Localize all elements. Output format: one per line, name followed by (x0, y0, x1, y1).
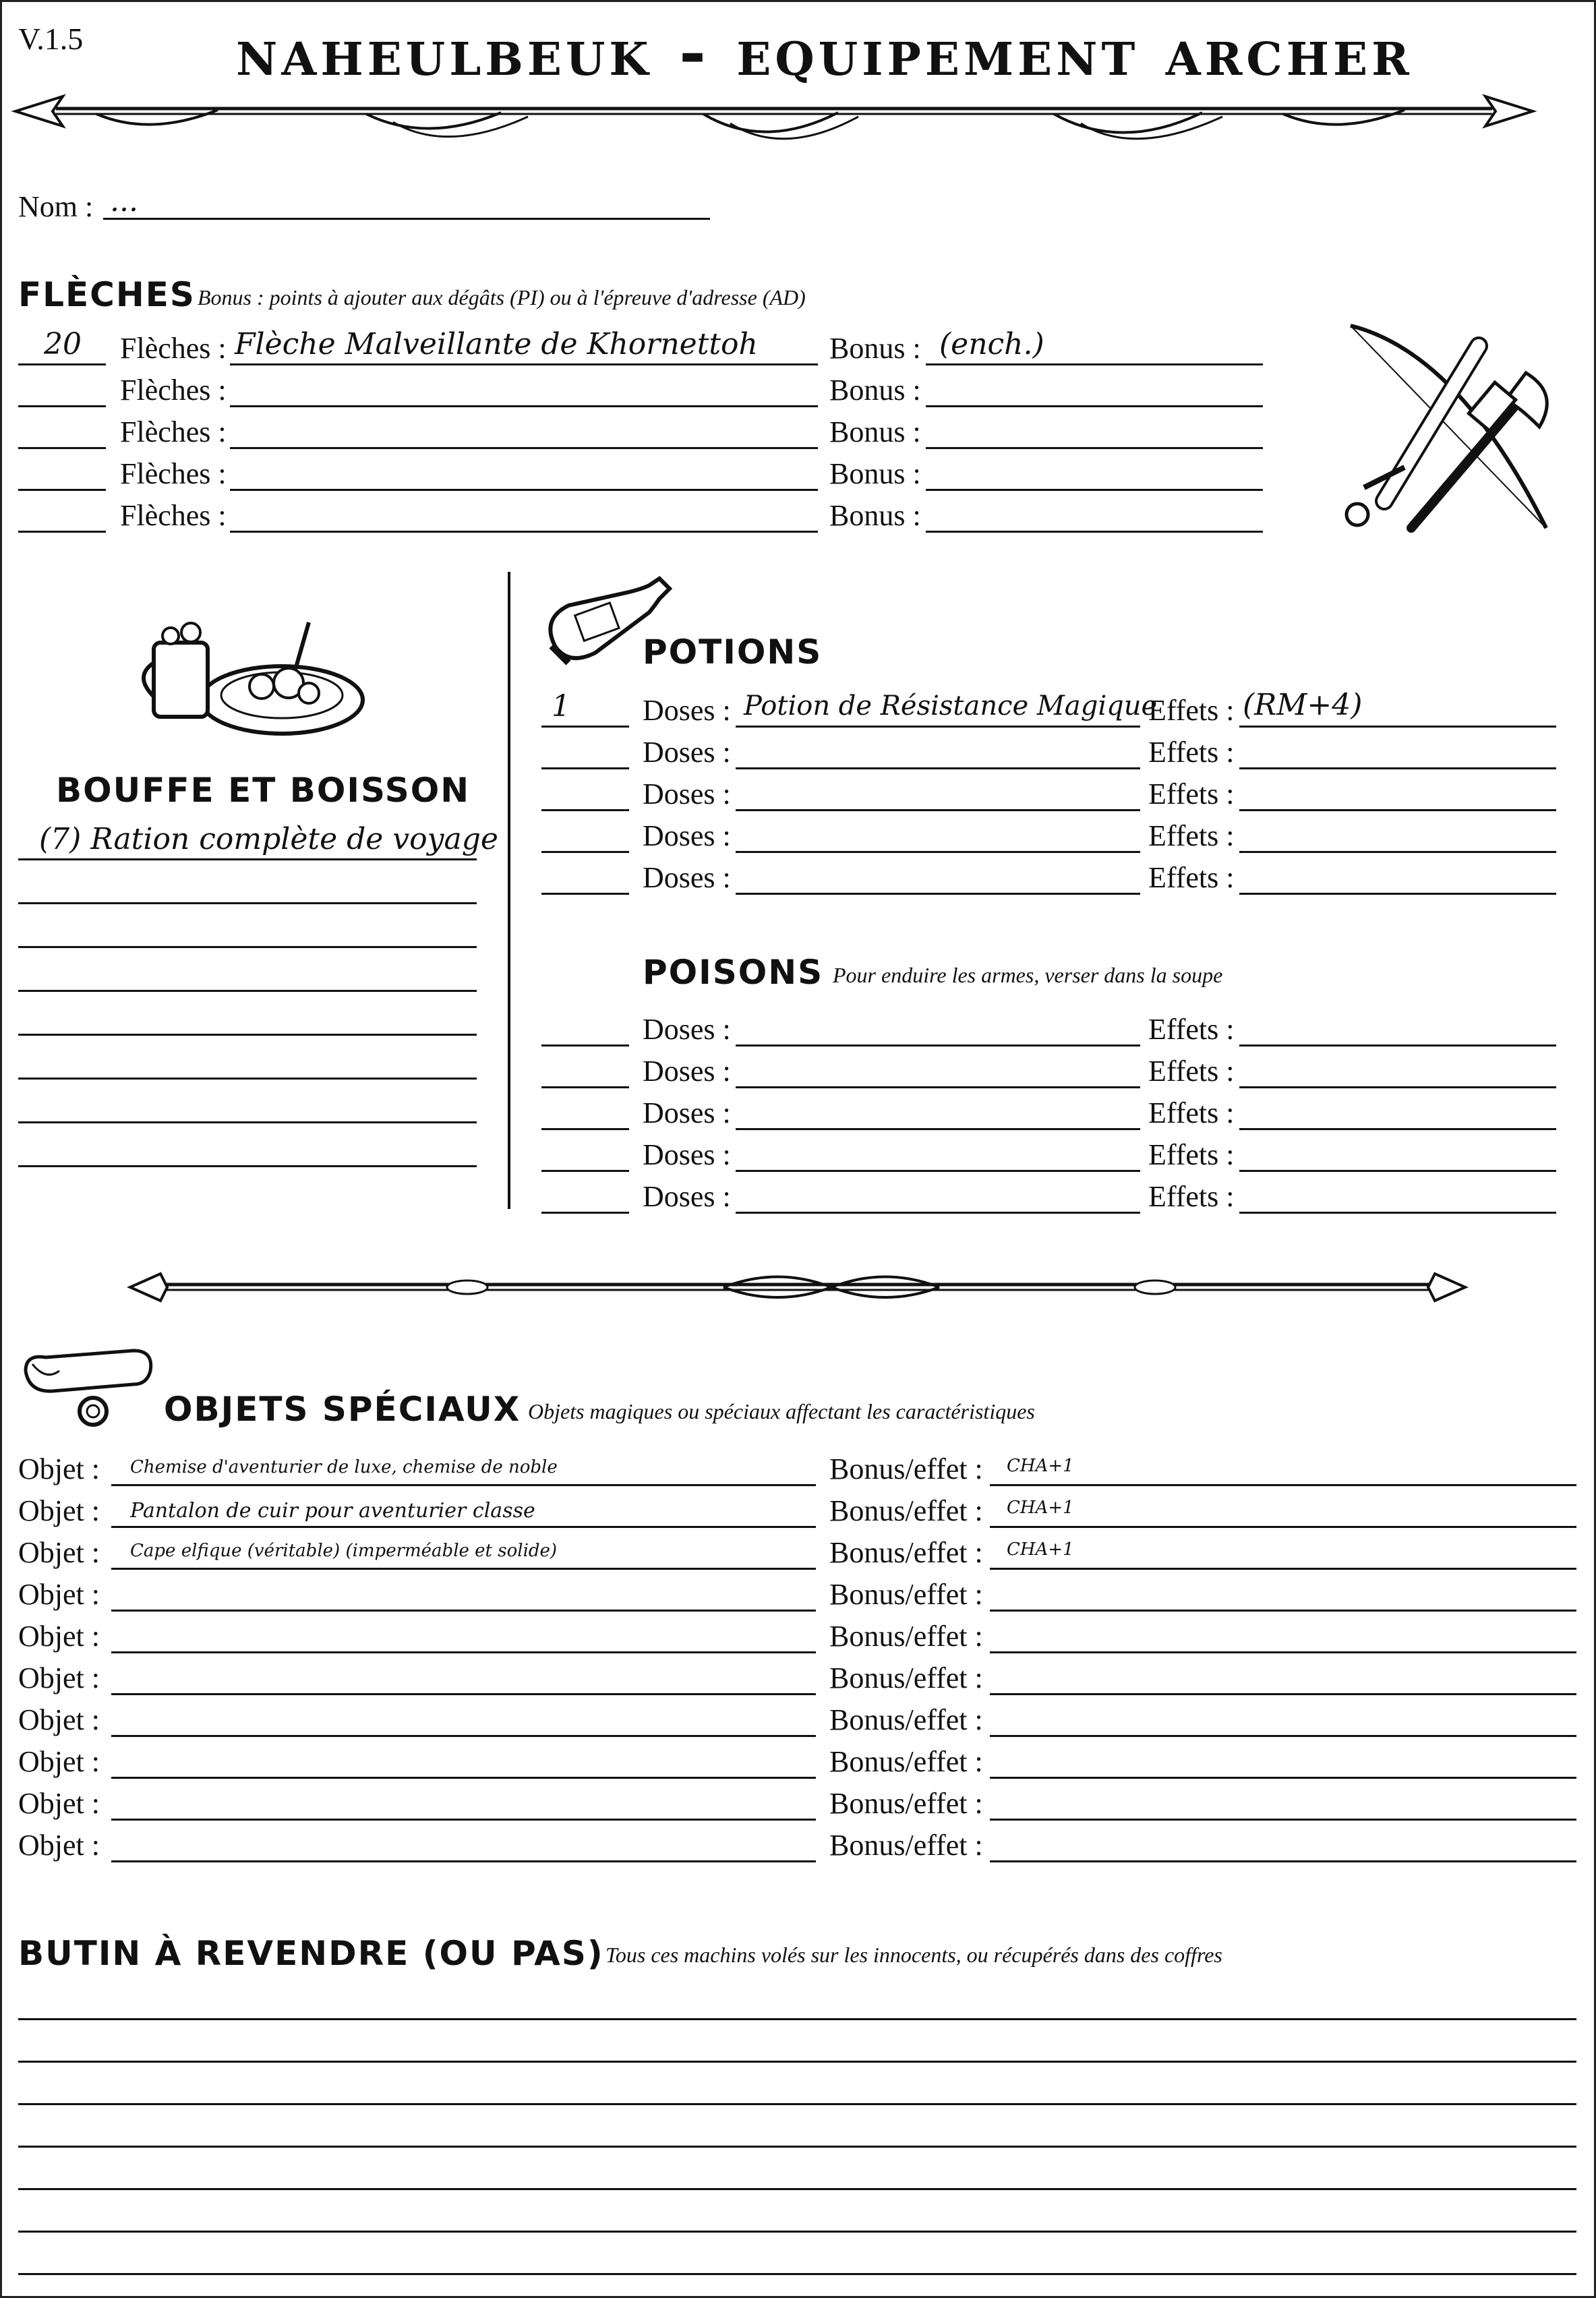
butin-title: BUTIN À REVENDRE (OU PAS) (18, 1934, 604, 1973)
poisons-effet-line (1239, 1128, 1556, 1130)
potions-qty-line (541, 809, 629, 811)
fleches-qty-line (18, 363, 106, 365)
poisons-doses-label: Doses : (643, 1096, 731, 1129)
poisons-qty-line (541, 1086, 629, 1088)
poisons-effet-line (1239, 1212, 1556, 1214)
potions-name-line (736, 893, 1140, 895)
potions-effet-line (1239, 726, 1556, 728)
potions-effets-label: Effets : (1148, 819, 1235, 852)
arrow-icon (16, 90, 1533, 150)
objet-name[interactable]: Chemise d'aventurier de luxe, chemise de noble (130, 1457, 558, 1477)
objet-bonus-label: Bonus/effet : (829, 1578, 983, 1611)
fleches-item-label: Flèches : (120, 332, 227, 365)
potions-qty-line (541, 726, 629, 728)
potions-name-line (736, 726, 1140, 728)
poisons-doses-label: Doses : (643, 1138, 731, 1171)
bouffe-item[interactable]: (7) Ration complète de voyage (39, 822, 498, 856)
objet-bonus[interactable]: CHA+1 (1007, 1498, 1074, 1518)
nom-label: Nom : (18, 190, 94, 223)
butin-line[interactable] (18, 2273, 1576, 2275)
butin-line[interactable] (18, 2018, 1576, 2020)
objets-title: OBJETS SPÉCIAUX (164, 1390, 521, 1429)
fleches-name-line (230, 489, 818, 491)
objet-bonus-line (990, 1651, 1576, 1653)
fleches-bonus-label: Bonus : (829, 457, 921, 490)
poisons-name-line (736, 1044, 1140, 1047)
butin-line[interactable] (18, 2061, 1576, 2063)
objet-bonus-line (990, 1526, 1576, 1528)
objet-bonus-line (990, 1819, 1576, 1821)
poisons-name-line (736, 1212, 1140, 1214)
butin-line[interactable] (18, 2103, 1576, 2105)
poisons-qty-line (541, 1170, 629, 1172)
objets-note: Objets magiques ou spéciaux affectant les caractéristiques (528, 1399, 1035, 1423)
potions-effet-line (1239, 767, 1556, 769)
butin-line[interactable] (18, 2188, 1576, 2190)
poisons-effets-label: Effets : (1148, 1138, 1235, 1171)
potions-effets-label: Effets : (1148, 777, 1235, 811)
nom-field-line (103, 218, 710, 220)
bouffe-line (18, 1121, 477, 1123)
fleches-name[interactable]: Flèche Malveillante de Khornettoh (235, 327, 758, 361)
bouffe-line (18, 1034, 477, 1036)
objet-bonus-label: Bonus/effet : (829, 1620, 983, 1653)
objet-label: Objet : (18, 1787, 100, 1820)
potions-effet-line (1239, 851, 1556, 853)
objet-name-line (111, 1526, 816, 1528)
objet-name-line (111, 1568, 816, 1570)
potions-qty-line (541, 851, 629, 853)
objet-bonus-label: Bonus/effet : (829, 1661, 983, 1695)
bouffe-line (18, 990, 477, 992)
objet-bonus-line (990, 1693, 1576, 1695)
objet-name-line (111, 1819, 816, 1821)
poisons-qty-line (541, 1044, 629, 1047)
fleches-title: FLÈCHES (18, 275, 196, 314)
fleches-bonus-line (926, 447, 1263, 449)
fleches-bonus-label: Bonus : (829, 332, 921, 365)
food-plate-icon (140, 609, 370, 744)
potions-doses-label: Doses : (643, 819, 731, 852)
potions-effet-line (1239, 809, 1556, 811)
potions-effet[interactable]: (RM+4) (1243, 688, 1363, 722)
fleches-qty-line (18, 531, 106, 533)
bouffe-line (18, 1165, 477, 1167)
fleches-item-label: Flèches : (120, 415, 227, 448)
objet-bonus-label: Bonus/effet : (829, 1536, 983, 1569)
fleches-qty-line (18, 447, 106, 449)
objet-bonus-label: Bonus/effet : (829, 1452, 983, 1485)
fleches-bonus-label: Bonus : (829, 374, 921, 407)
potions-name-line (736, 809, 1140, 811)
objet-label: Objet : (18, 1536, 100, 1569)
potions-effets-label: Effets : (1148, 694, 1235, 727)
butin-note: Tous ces machins volés sur les innocents, ou récupérés dans des coffres (605, 1943, 1222, 1967)
objet-label: Objet : (18, 1745, 100, 1778)
objet-bonus-line (990, 1484, 1576, 1486)
objet-bonus[interactable]: CHA+1 (1007, 1456, 1074, 1476)
objet-name-line (111, 1484, 816, 1486)
objet-bonus-label: Bonus/effet : (829, 1787, 983, 1820)
fleches-item-label: Flèches : (120, 499, 227, 532)
potions-qty-line (541, 767, 629, 769)
objet-bonus-label: Bonus/effet : (829, 1829, 983, 1862)
bouffe-line (18, 946, 477, 948)
fleches-bonus-line (926, 531, 1263, 533)
butin-line[interactable] (18, 2231, 1576, 2233)
potions-qty[interactable]: 1 (552, 689, 570, 724)
potions-doses-label: Doses : (643, 861, 731, 894)
poisons-name-line (736, 1086, 1140, 1088)
poisons-effets-label: Effets : (1148, 1096, 1235, 1129)
objet-label: Objet : (18, 1452, 100, 1485)
objet-bonus-line (990, 1777, 1576, 1779)
objet-name-line (111, 1610, 816, 1612)
poisons-note: Pour enduire les armes, verser dans la soupe (833, 963, 1223, 987)
objet-name[interactable]: Cape elfique (véritable) (imperméable et solide) (130, 1541, 558, 1561)
bouffe-line (18, 902, 477, 904)
fleches-note: Bonus : points à ajouter aux dégâts (PI) ou à l'épreuve d'adresse (AD) (198, 285, 806, 310)
poisons-name-line (736, 1170, 1140, 1172)
objet-bonus-line (990, 1610, 1576, 1612)
potions-doses-label: Doses : (643, 694, 731, 727)
poisons-qty-line (541, 1128, 629, 1130)
objet-bonus-line (990, 1860, 1576, 1862)
poisons-effet-line (1239, 1044, 1556, 1047)
poisons-doses-label: Doses : (643, 1055, 731, 1088)
objet-bonus[interactable]: CHA+1 (1007, 1539, 1074, 1560)
objet-label: Objet : (18, 1829, 100, 1862)
poisons-title: POISONS (643, 953, 824, 992)
potions-name-line (736, 851, 1140, 853)
objet-label: Objet : (18, 1661, 100, 1695)
poisons-effets-label: Effets : (1148, 1055, 1235, 1088)
objet-name-line (111, 1693, 816, 1695)
objet-label: Objet : (18, 1620, 100, 1653)
bouffe-title: BOUFFE ET BOISSON (56, 771, 471, 810)
fleches-qty[interactable]: 20 (44, 327, 82, 361)
crossed-weapons-icon (1324, 312, 1566, 555)
fleches-bonus-label: Bonus : (829, 499, 921, 532)
fleches-name-line (230, 531, 818, 533)
poisons-effets-label: Effets : (1148, 1013, 1235, 1046)
fleches-qty-line (18, 489, 106, 491)
objet-bonus-label: Bonus/effet : (829, 1703, 983, 1736)
version-label: V.1.5 (18, 22, 84, 56)
fleches-name-line (230, 405, 818, 407)
objet-bonus-label: Bonus/effet : (829, 1494, 983, 1527)
potions-name[interactable]: Potion de Résistance Magique (744, 690, 1158, 721)
poisons-effet-line (1239, 1086, 1556, 1088)
objet-bonus-line (990, 1735, 1576, 1737)
potions-doses-label: Doses : (643, 777, 731, 811)
potions-effets-label: Effets : (1148, 736, 1235, 769)
page-title: naheulbeuk - equipement archer (236, 14, 1413, 90)
fleches-qty-line (18, 405, 106, 407)
column-divider (508, 572, 510, 1209)
fleches-bonus-line (926, 405, 1263, 407)
fleches-bonus[interactable]: (ench.) (939, 327, 1044, 361)
potions-title: POTIONS (643, 632, 823, 672)
poisons-doses-label: Doses : (643, 1180, 731, 1213)
potions-name-line (736, 767, 1140, 769)
fleches-bonus-line (926, 489, 1263, 491)
objet-label: Objet : (18, 1578, 100, 1611)
objet-name-line (111, 1777, 816, 1779)
potions-doses-label: Doses : (643, 736, 731, 769)
objet-bonus-line (990, 1568, 1576, 1570)
objet-name-line (111, 1651, 816, 1653)
fleches-item-label: Flèches : (120, 374, 227, 407)
butin-line[interactable] (18, 2146, 1576, 2148)
fleches-name-line (230, 447, 818, 449)
fleches-bonus-label: Bonus : (829, 415, 921, 448)
potions-effet-line (1239, 893, 1556, 895)
fleches-item-label: Flèches : (120, 457, 227, 490)
poisons-qty-line (541, 1212, 629, 1214)
fleches-bonus-line (926, 363, 1263, 365)
poisons-doses-label: Doses : (643, 1013, 731, 1046)
bouffe-line (18, 1078, 477, 1080)
staff-icon (130, 1263, 1465, 1310)
objet-name-line (111, 1860, 816, 1862)
scroll-ring-icon (19, 1344, 160, 1432)
poisons-effets-label: Effets : (1148, 1180, 1235, 1213)
poisons-effet-line (1239, 1170, 1556, 1172)
potions-qty-line (541, 893, 629, 895)
objet-bonus-label: Bonus/effet : (829, 1745, 983, 1778)
fleches-name-line (230, 363, 818, 365)
bouffe-line (18, 858, 477, 860)
objet-label: Objet : (18, 1494, 100, 1527)
poisons-name-line (736, 1128, 1140, 1130)
objet-name-line (111, 1735, 816, 1737)
nom-value[interactable]: ... (110, 184, 138, 218)
potions-effets-label: Effets : (1148, 861, 1235, 894)
objet-label: Objet : (18, 1703, 100, 1736)
objet-name[interactable]: Pantalon de cuir pour aventurier classe (130, 1499, 535, 1523)
